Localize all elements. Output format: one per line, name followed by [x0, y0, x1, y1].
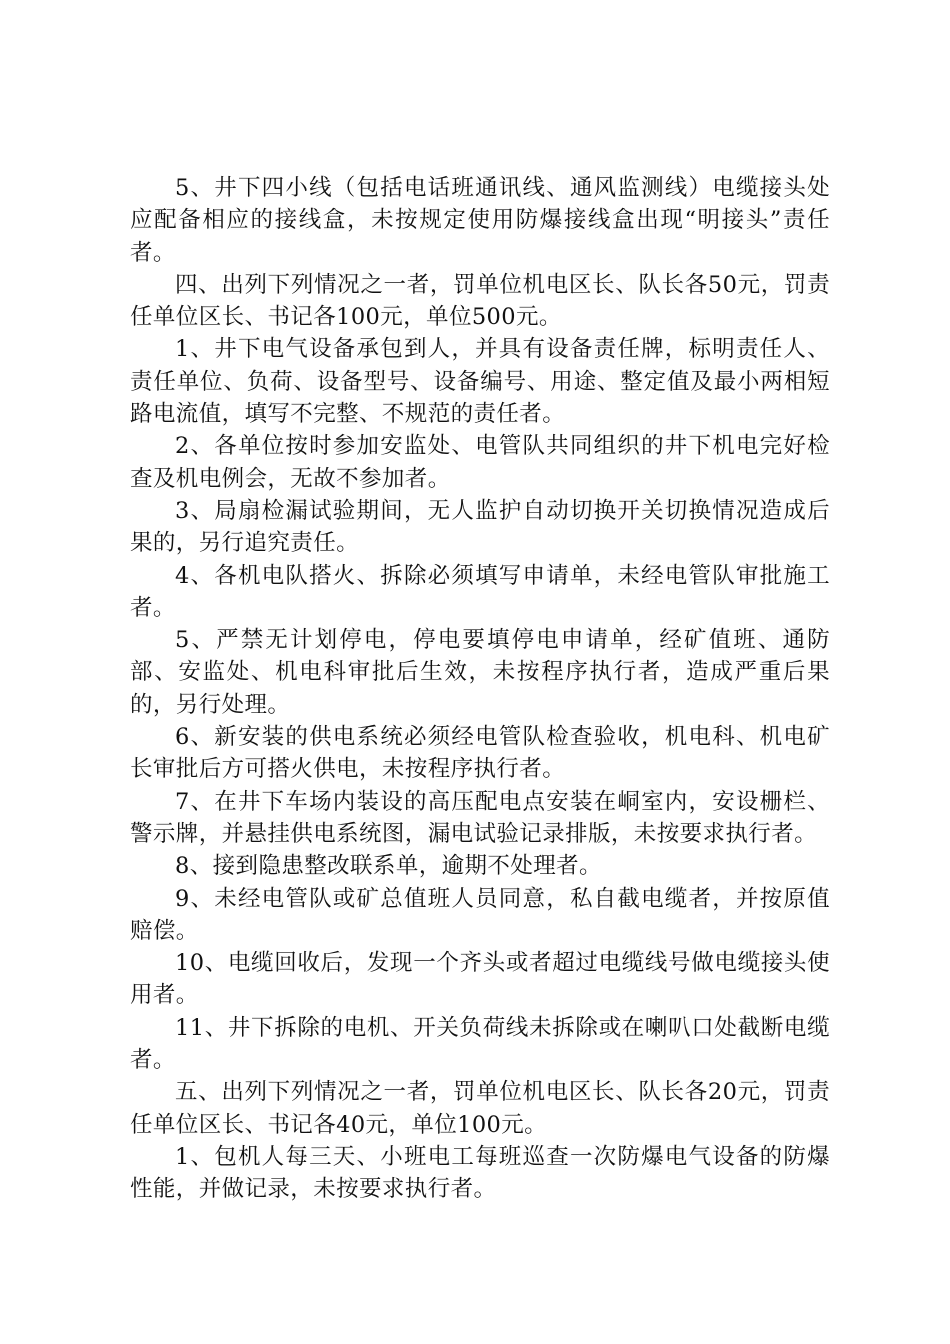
- paragraph-item-4-connection-approval: 4、各机电队搭火、拆除必须填写申请单，未经电管队审批施工者。: [130, 562, 830, 621]
- paragraph-item-11-dismantled-motor: 11、井下拆除的电机、开关负荷线未拆除或在喇叭口处截断电缆者。: [130, 1014, 830, 1074]
- paragraph-item-10-cable-recovery: 10、电缆回收后，发现一个齐头或者超过电缆线号做电缆接头使用者。: [130, 950, 830, 1009]
- paragraph-item-5-unplanned-outage: 5、严禁无计划停电，停电要填停电申请单，经矿值班、通防部、安监处、机电科审批后生效，未按程序执行者，造成严重后果的，另行处理。: [130, 627, 830, 718]
- paragraph-item-5-four-small-lines: 5、井下四小线（包括电话班通讯线、通风监测线）电缆接头处应配备相应的接线盒，未按规定使用防爆接线盒出现“明接头”责任者。: [130, 175, 830, 266]
- paragraph-item-8-hazard-notice: 8、接到隐患整改联系单，逾期不处理者。: [175, 853, 602, 880]
- paragraph-item-6-new-power-system: 6、新安装的供电系统必须经电管队检查验收，机电科、机电矿长审批后方可搭火供电，未按程序执行者。: [130, 724, 830, 783]
- section-four-heading: 四、出列下列情况之一者，罚单位机电区长、队长各50元，罚责任单位区长、书记各100元，单位500元。: [130, 271, 830, 331]
- paragraph-item-2-inspection-meeting: 2、各单位按时参加安监处、电管队共同组织的井下机电完好检查及机电例会，无故不参加者。: [130, 433, 830, 492]
- document-body: [130, 172, 830, 1206]
- section-five-heading: 五、出列下列情况之一者，罚单位机电区长、队长各20元，罚责任单位区长、书记各40元，单位100元。: [130, 1079, 830, 1138]
- paragraph-item-9-cable-cutting: 9、未经电管队或矿总值班人员同意，私自截电缆者，并按原值赔偿。: [130, 885, 830, 944]
- paragraph-item-7-high-voltage-point: 7、在井下车场内装设的高压配电点安装在峒室内，安设栅栏、警示牌，并悬挂供电系统图，漏电试验记录排版，未按要求执行者。: [130, 788, 830, 847]
- paragraph-item-3-leak-test: 3、局扇检漏试验期间，无人监护自动切换开关切换情况造成后果的，另行追究责任。: [130, 497, 830, 557]
- paragraph-item-1-explosion-proof-patrol: 1、包机人每三天、小班电工每班巡查一次防爆电气设备的防爆性能，并做记录，未按要求执行者。: [130, 1143, 830, 1203]
- paragraph-item-1-equipment-responsibility: 1、井下电气设备承包到人，并具有设备责任牌，标明责任人、责任单位、负荷、设备型号、设备编号、用途、整定值及最小两相短路电流值，填写不完整、不规范的责任者。: [130, 336, 830, 428]
